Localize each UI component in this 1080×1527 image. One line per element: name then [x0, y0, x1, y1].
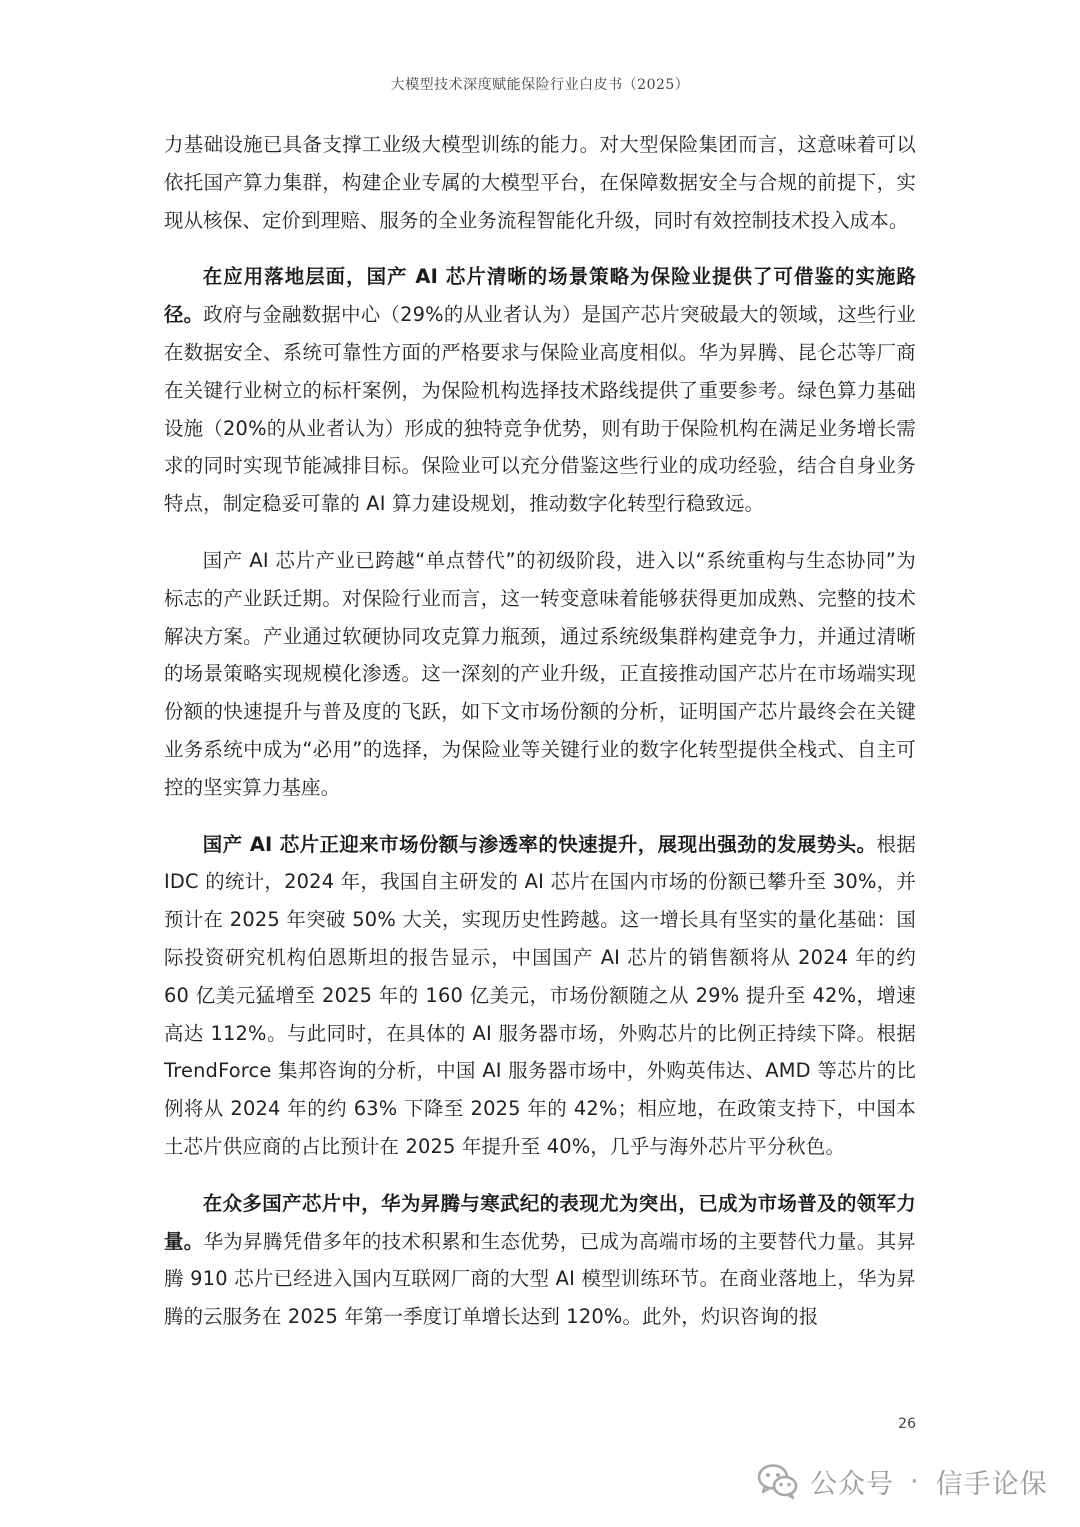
- paragraph-1-text: 力基础设施已具备支撑工业级大模型训练的能力。对大型保险集团而言，这意味着可以依托国产算力集群，构建企业专属的大模型平台，在保障数据安全与合规的前提下，实现从核保、定价到理赔、服务的全业务流程智能化升级，同时有效控制技术投入成本。: [164, 133, 916, 232]
- watermark-separator: ·: [910, 1465, 920, 1497]
- paragraph-2-text: 政府与金融数据中心（29%的从业者认为）是国产芯片突破最大的领域，这些行业在数据安全、系统可靠性方面的严格要求与保险业高度相似。华为昇腾、昆仑芯等厂商在关键行业树立的标杆案例，为保险机构选择技术路线提供了重要参考。绿色算力基础设施（20%的从业者认为）形成的独特竞争优势，则有助于保险机构在满足业务增长需求的同时实现节能减排目标。保险业可以充分借鉴这些行业的成功经验，结合自身业务特点，制定稳妥可靠的 AI 算力建设规划，推动数字化转型行稳致远。: [164, 303, 917, 516]
- paragraph-2: [164, 258, 916, 523]
- page-number: 26: [898, 1416, 916, 1432]
- paragraph-4: [164, 826, 916, 1166]
- body-text: [164, 126, 916, 1355]
- paragraph-5: [164, 1185, 916, 1336]
- paragraph-3-text: 国产 AI 芯片产业已跨越“单点替代”的初级阶段，进入以“系统重构与生态协同”为标志的产业跃迁期。对保险行业而言，这一转变意味着能够获得更加成熟、完整的技术解决方案。产业通过软硬协同攻克算力瓶颈，通过系统级集群构建竞争力，并通过清晰的场景策略实现规模化渗透。这一深刻的产业升级，正直接推动国产芯片在市场端实现份额的快速提升与普及度的飞跃，如下文市场份额的分析，证明国产芯片最终会在关键业务系统中成为“必用”的选择，为保险业等关键行业的数字化转型提供全栈式、自主可控的坚实算力基座。: [164, 548, 916, 799]
- wechat-icon: [756, 1459, 800, 1503]
- watermark-label: 公众号: [810, 1468, 894, 1500]
- paragraph-5-lead: 在众多国产芯片中，华为昇腾与寒武纪的表现尤为突出，已成为市场普及的领军力量。: [164, 1191, 916, 1253]
- paragraph-4-lead: 国产 AI 芯片正迎来市场份额与渗透率的快速提升，展现出强劲的发展势头。: [202, 832, 877, 856]
- paragraph-5-text: 华为昇腾凭借多年的技术积累和生态优势，已成为高端市场的主要替代力量。其昇腾 910 芯片已经进入国内互联网厂商的大型 AI 模型训练环节。在商业落地上，华为昇腾的云服务在 2025 年第一季度订单增长达到 120%。此外，灼识咨询的报: [164, 1229, 916, 1329]
- paragraph-3: [164, 542, 916, 807]
- watermark: [756, 1453, 1048, 1509]
- running-header: 大模型技术深度赋能保险行业白皮书（2025）: [390, 77, 690, 93]
- paragraph-1: [164, 126, 916, 239]
- paragraph-2-lead: 在应用落地层面，国产 AI 芯片清晰的场景策略为保险业提供了可借鉴的实施路径。: [164, 265, 916, 327]
- paragraph-4-text: 根据 IDC 的统计，2024 年，我国自主研发的 AI 芯片在国内市场的份额已攀升至 30%，并预计在 2025 年突破 50% 大关，实现历史性跨越。这一增长具有坚实的量化基础：国际投资研究机构伯恩斯坦的报告显示，中国国产 AI 芯片的销售额将从 2024 年的约 60 亿美元猛增至 2025 年的 160 亿美元，市场份额随之从 29% 提升至 42%，增速高达 112%。与此同时，在具体的 AI 服务器市场，外购芯片的比例正持续下降。根据 TrendForce 集邦咨询的分析，中国 AI 服务器市场中，外购英伟达、AMD 等芯片的比例将从 2024 年的约 63% 下降至 2025 年的 42%；相应地，在政策支持下，中国本土芯片供应商的占比预计在 2025 年提升至 40%，几乎与海外芯片平分秋色。: [164, 832, 916, 1158]
- watermark-account: 信手论保: [935, 1468, 1048, 1500]
